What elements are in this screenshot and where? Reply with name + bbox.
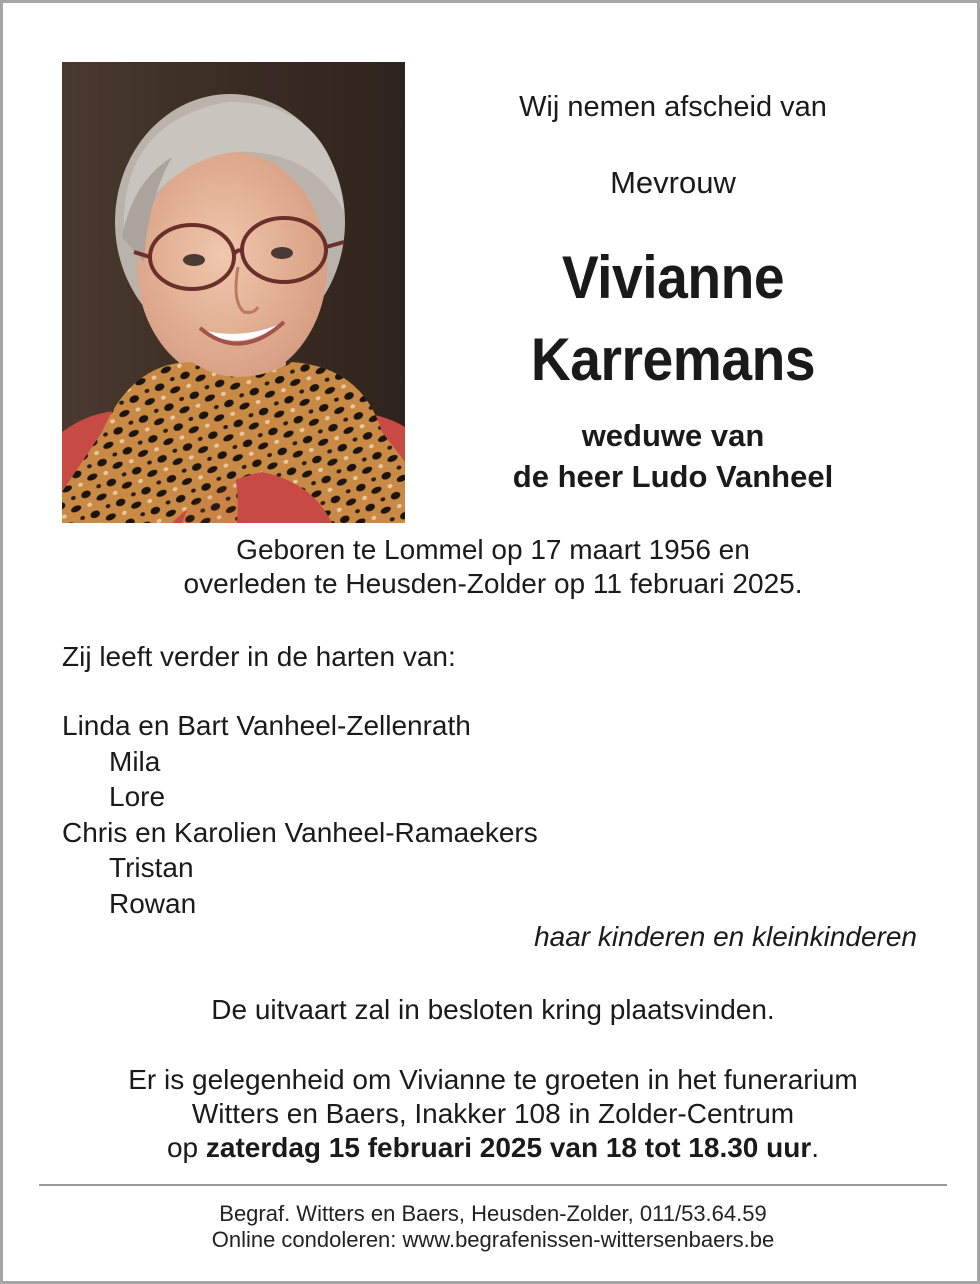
condolence-link[interactable]: Online condoleren: www.begrafenissen-wittersenbaers.be <box>211 1227 775 1252</box>
portrait-illustration <box>62 62 405 523</box>
last-name: Karremans <box>530 326 816 393</box>
honorific: Mevrouw <box>610 165 736 200</box>
visitation-line-2: Witters en Baers, Inakker 108 in Zolder-Centrum <box>191 1098 795 1129</box>
family-lead: Zij leeft verder in de harten van: <box>62 641 456 672</box>
grandchild: Rowan <box>109 887 197 919</box>
grandchild: Tristan <box>109 852 194 883</box>
grandchild: Mila <box>109 745 161 777</box>
funeral-notice: De uitvaart zal in besloten kring plaatsvinden. <box>211 994 775 1025</box>
spouse-line-1: weduwe van <box>581 418 765 453</box>
portrait-photo <box>62 62 405 523</box>
deceased-name <box>443 237 903 401</box>
intro-text: Wij nemen afscheid van <box>519 91 827 123</box>
died-line: overleden te Heusden-Zolder op 11 februari 2025. <box>183 568 803 599</box>
footer-divider <box>39 1184 947 1186</box>
family-member: Linda en Bart Vanheel-Zellenrath <box>62 710 471 741</box>
grandchild: Lore <box>109 781 166 812</box>
family-list <box>62 708 538 921</box>
visitation-prefix: op <box>166 1132 199 1163</box>
visitation-line-3 <box>3 1131 980 1165</box>
born-line: Geboren te Lommel op 17 maart 1956 en <box>236 534 750 565</box>
spouse-info <box>423 415 923 497</box>
footer <box>3 1201 980 1253</box>
first-name: Vivianne <box>561 244 785 311</box>
life-dates <box>3 533 980 601</box>
family-relation: haar kinderen en kleinkinderen <box>534 921 917 952</box>
funeral-home-contact: Begraf. Witters en Baers, Heusden-Zolder, 011/53.64.59 <box>219 1201 767 1226</box>
family-member: Chris en Karolien Vanheel-Ramaekers <box>62 816 538 848</box>
visitation-line-1: Er is gelegenheid om Vivianne te groeten in het funerarium <box>128 1064 858 1095</box>
visitation-datetime: zaterdag 15 februari 2025 van 18 tot 18.30 uur <box>205 1132 812 1163</box>
visitation-notice <box>3 1063 980 1165</box>
visitation-suffix: . <box>811 1132 820 1163</box>
spouse-line-2: de heer Ludo Vanheel <box>512 459 834 494</box>
